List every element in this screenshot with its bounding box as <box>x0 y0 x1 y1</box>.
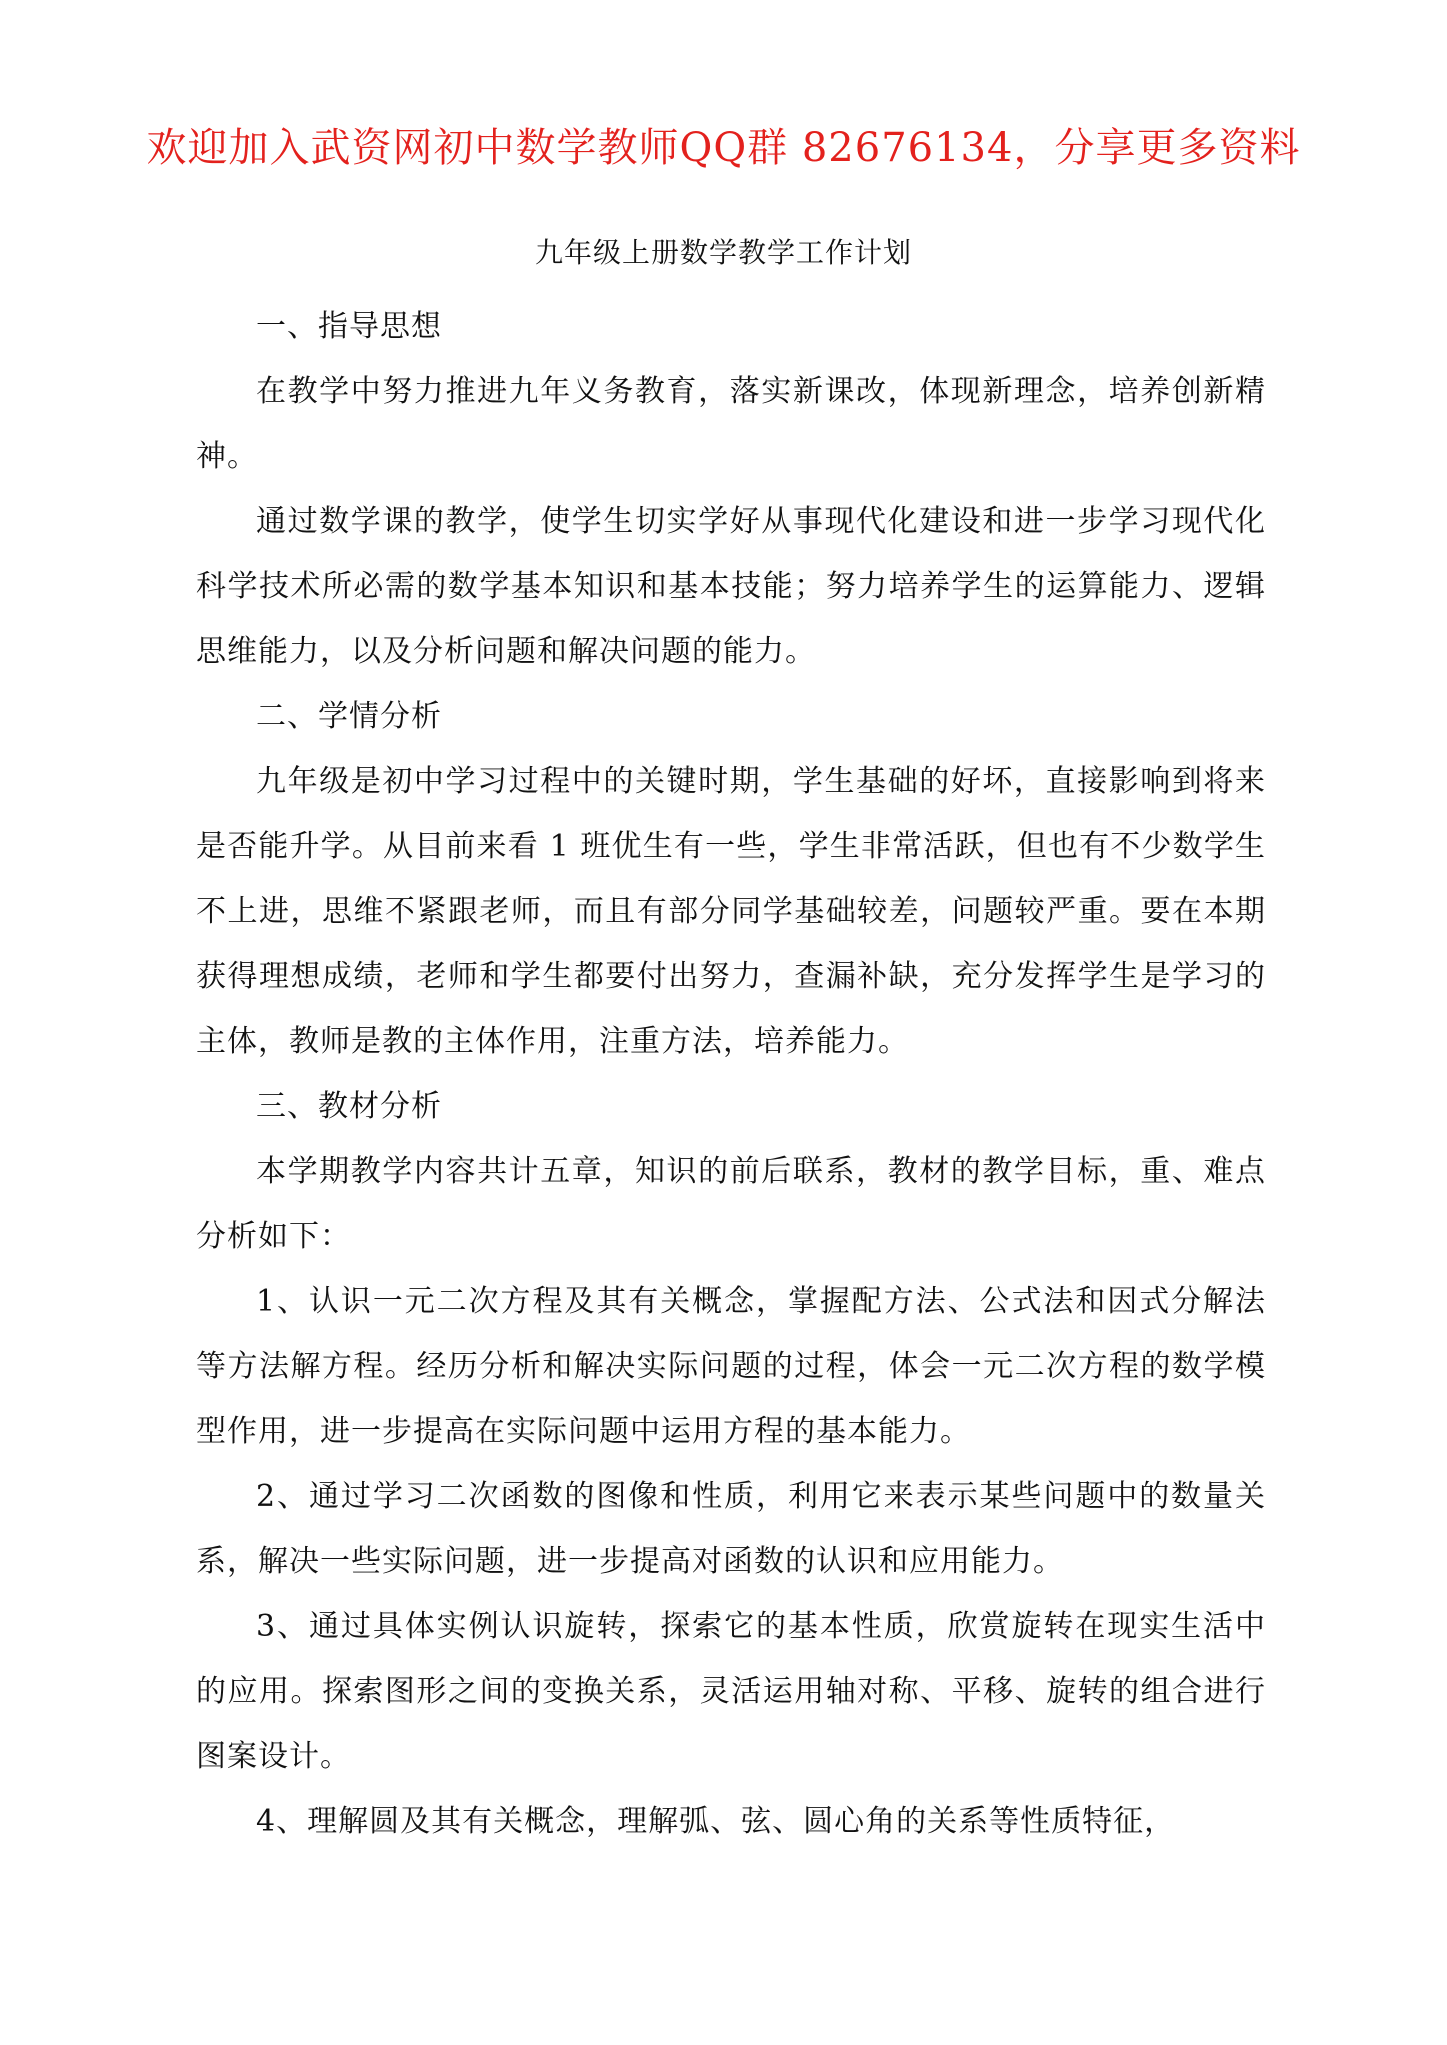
paragraph: 九年级是初中学习过程中的关键时期，学生基础的好坏，直接影响到将来是否能升学。从目前来看 1 班优生有一些，学生非常活跃，但也有不少数学生不上进，思维不紧跟老师，而且有部分同学基础较差，问题较严重。要在本期获得理想成绩，老师和学生都要付出努力，查漏补缺，充分发挥学生是学习的主体，教师是教的主体作用，注重方法，培养能力。 <box>196 764 1266 1059</box>
document-body <box>196 294 1266 1854</box>
promo-banner: 欢迎加入武资网初中数学教师QQ群 82676134，分享更多资料 <box>146 125 1301 171</box>
section-heading-guiding-ideology: 一、指导思想 <box>256 309 442 344</box>
list-item: 2、通过学习二次函数的图像和性质，利用它来表示某些问题中的数量关系，解决一些实际问题，进一步提高对函数的认识和应用能力。 <box>196 1479 1266 1579</box>
document-title: 九年级上册数学教学工作计划 <box>534 236 912 269</box>
paragraph: 本学期教学内容共计五章，知识的前后联系，教材的教学目标，重、难点分析如下： <box>196 1154 1266 1254</box>
list-item: 4、理解圆及其有关概念，理解弧、弦、圆心角的关系等性质特征， <box>256 1804 1176 1839</box>
list-item: 1、认识一元二次方程及其有关概念，掌握配方法、公式法和因式分解法等方法解方程。经历分析和解决实际问题的过程，体会一元二次方程的数学模型作用，进一步提高在实际问题中运用方程的基本能力。 <box>196 1284 1266 1449</box>
section-heading-student-analysis: 二、学情分析 <box>256 699 442 734</box>
paragraph: 在教学中努力推进九年义务教育，落实新课改，体现新理念，培养创新精神。 <box>196 374 1266 474</box>
list-item: 3、通过具体实例认识旋转，探索它的基本性质，欣赏旋转在现实生活中的应用。探索图形之间的变换关系，灵活运用轴对称、平移、旋转的组合进行图案设计。 <box>196 1609 1266 1774</box>
paragraph: 通过数学课的教学，使学生切实学好从事现代化建设和进一步学习现代化科学技术所必需的数学基本知识和基本技能；努力培养学生的运算能力、逻辑思维能力，以及分析问题和解决问题的能力。 <box>196 504 1266 669</box>
section-heading-textbook-analysis: 三、教材分析 <box>256 1089 442 1124</box>
